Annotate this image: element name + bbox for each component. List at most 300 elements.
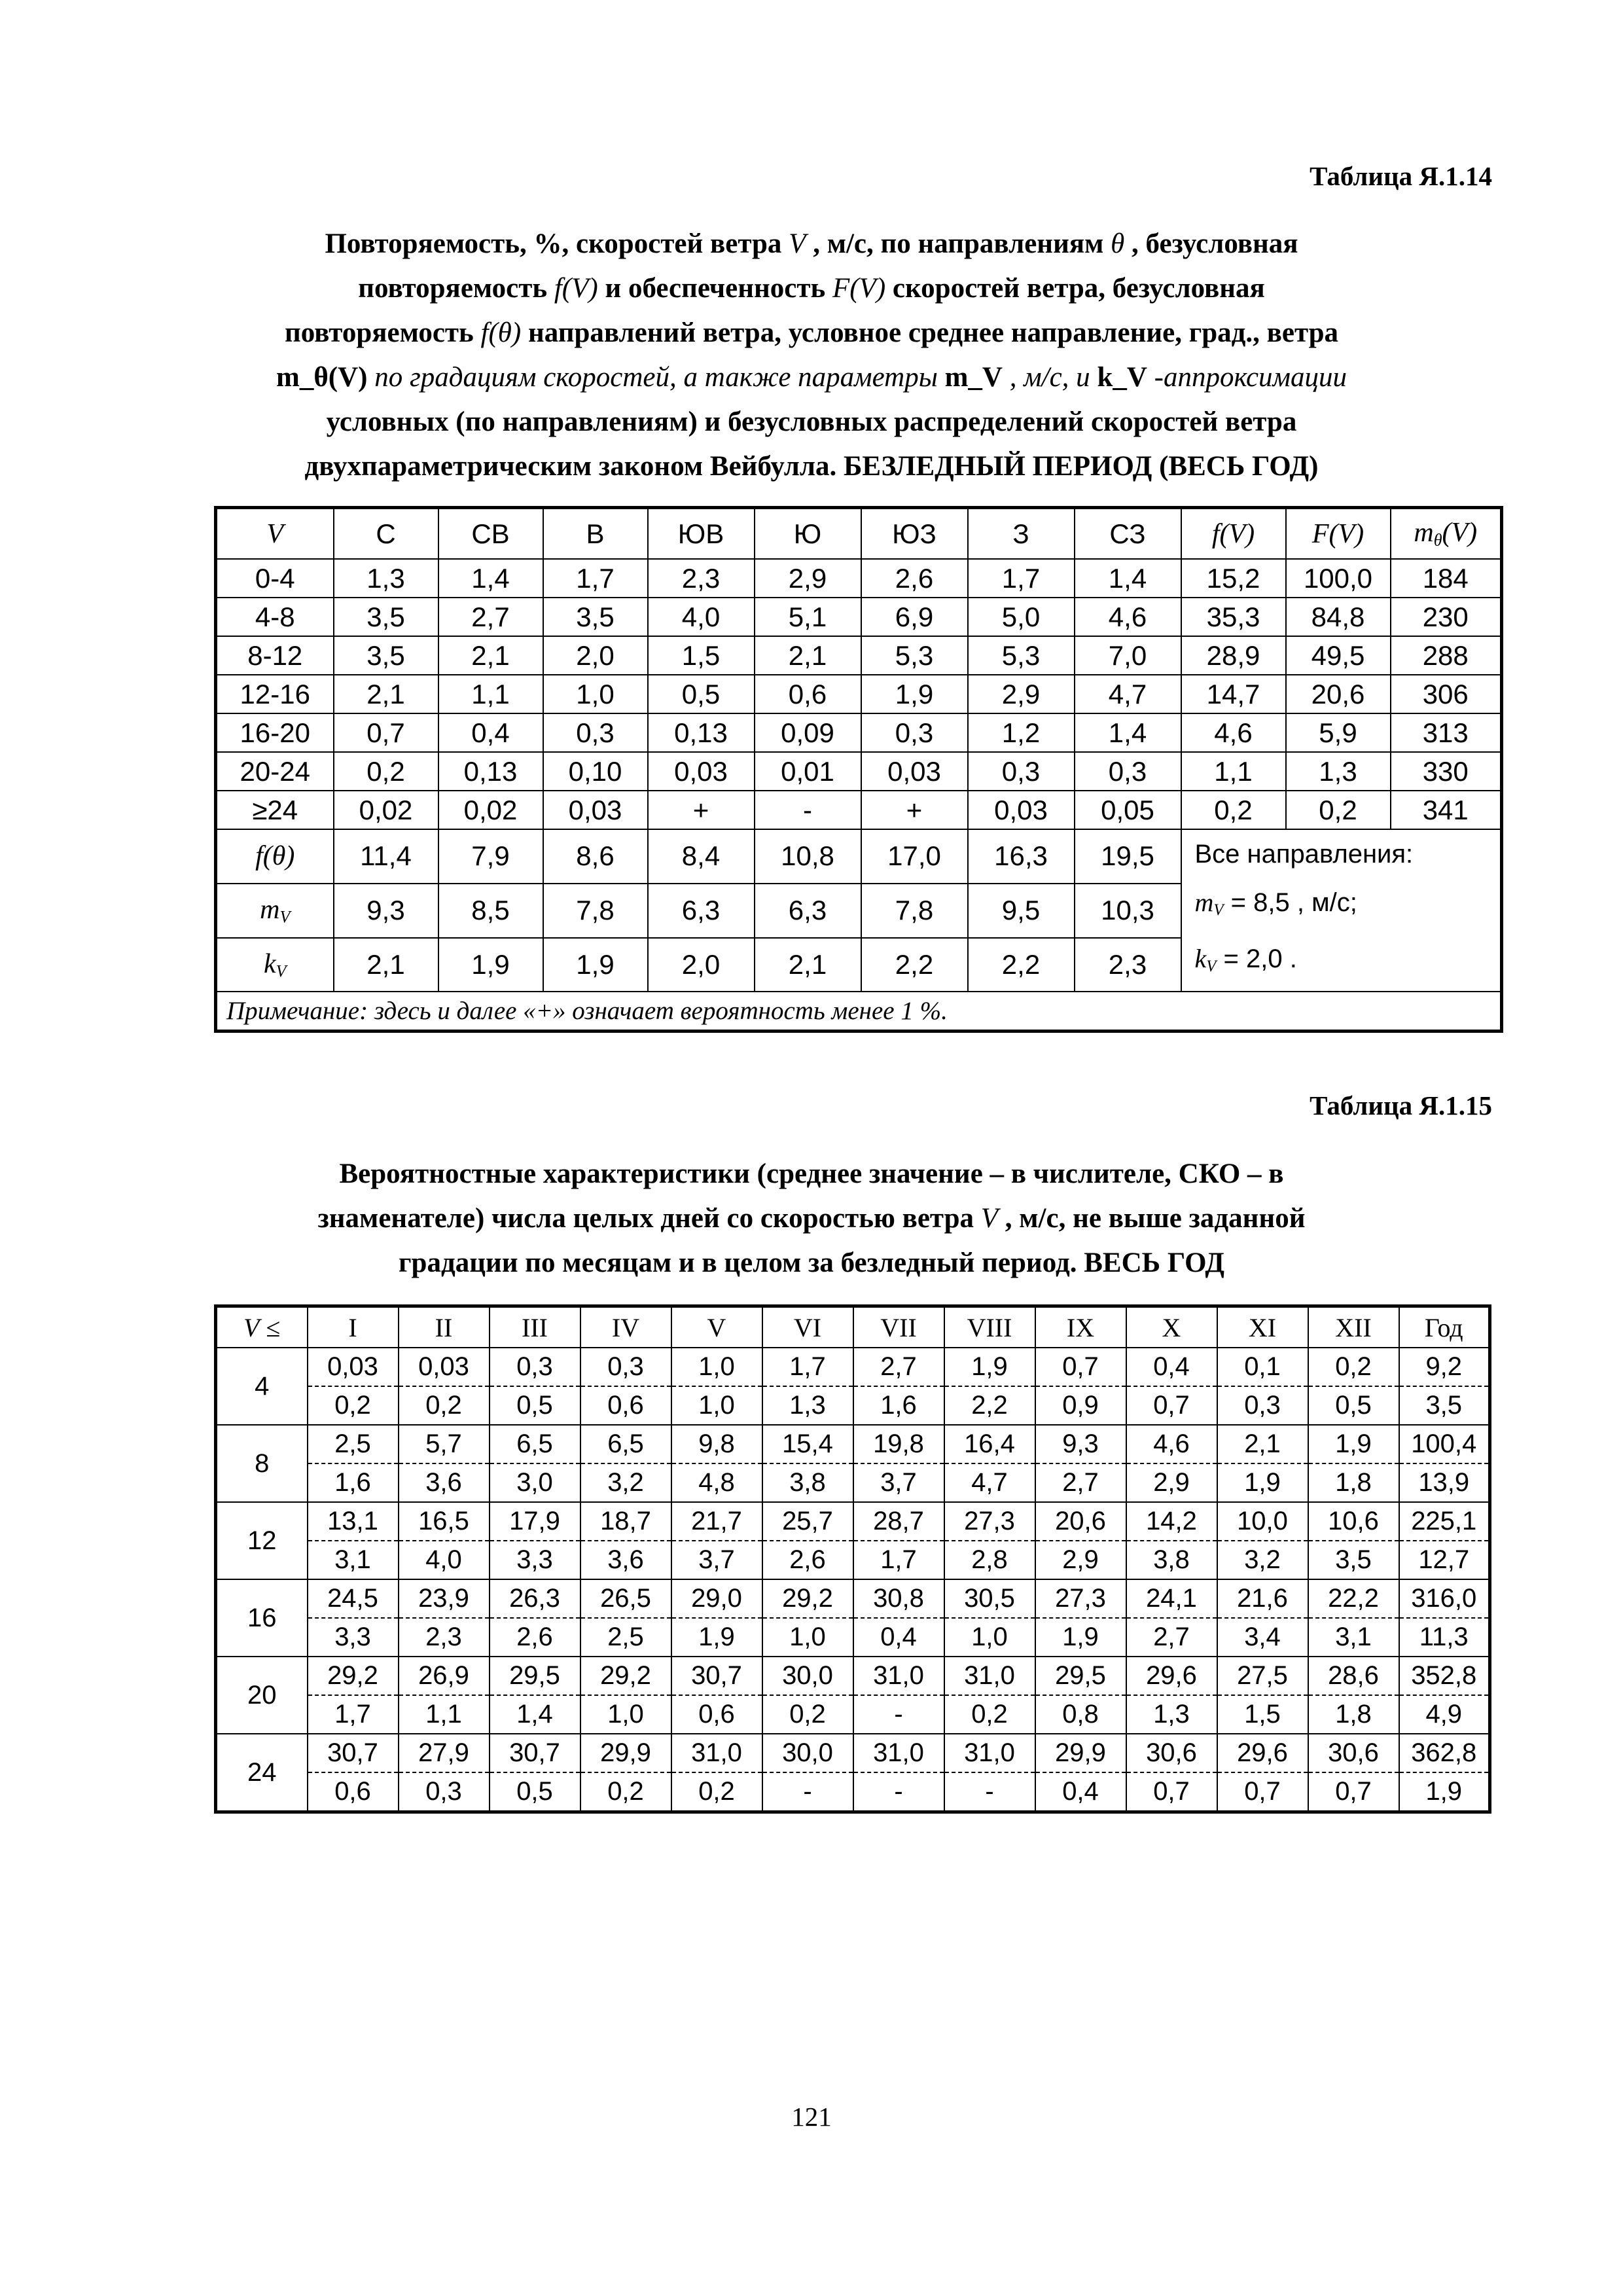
- row-header: 12-16: [216, 675, 334, 713]
- mean-cell: 352,8: [1399, 1657, 1490, 1695]
- table-cell: 0,3: [861, 713, 968, 752]
- sd-cell: 1,8: [1308, 1695, 1399, 1734]
- math-symbol: V: [789, 228, 806, 259]
- sd-row: [216, 1772, 1490, 1812]
- table-cell: 0,2: [334, 752, 438, 791]
- row-header: 16-20: [216, 713, 334, 752]
- table-cell: 8,4: [648, 829, 755, 884]
- sd-cell: 0,7: [1126, 1772, 1217, 1812]
- mean-cell: 21,7: [671, 1502, 762, 1541]
- all-directions-kv: $k_V = 2,0$ .: [1194, 944, 1297, 976]
- mean-cell: 26,9: [399, 1657, 490, 1695]
- mean-cell: 16,4: [944, 1425, 1035, 1463]
- row-header: $m_V$: [216, 884, 334, 938]
- title-text: знаменателе) числа целых дней со скоростью ветра: [317, 1203, 981, 1234]
- mean-cell: 29,2: [762, 1579, 853, 1618]
- table-cell: 10,3: [1075, 884, 1181, 938]
- column-header: ЮЗ: [861, 508, 968, 560]
- table2-label: Таблица Я.1.15: [1310, 1090, 1492, 1121]
- sd-cell: 3,7: [671, 1541, 762, 1579]
- table-cell: 11,4: [334, 829, 438, 884]
- table-cell: 1,9: [438, 938, 543, 992]
- mean-cell: 6,5: [580, 1425, 671, 1463]
- mean-cell: 29,9: [1035, 1734, 1126, 1772]
- mean-cell: 28,7: [853, 1502, 944, 1541]
- table-cell: 6,3: [648, 884, 755, 938]
- mean-cell: 30,7: [308, 1734, 399, 1772]
- mean-cell: 1,9: [1308, 1425, 1399, 1463]
- table-cell: 5,9: [1286, 713, 1391, 752]
- sd-cell: 3,2: [1217, 1541, 1308, 1579]
- column-header: СВ: [438, 508, 543, 560]
- column-header: I: [308, 1306, 399, 1348]
- column-header: XI: [1217, 1306, 1308, 1348]
- table-cell: 4,0: [648, 598, 755, 636]
- mean-cell: 29,5: [1035, 1657, 1126, 1695]
- table-cell: 0,13: [648, 713, 755, 752]
- mean-cell: 22,2: [1308, 1579, 1399, 1618]
- table1-title-line: [216, 400, 1407, 444]
- table-cell: -: [755, 791, 861, 829]
- table-cell: 0,02: [334, 791, 438, 829]
- table-cell: 0,03: [648, 752, 755, 791]
- row-header: 8: [216, 1425, 308, 1502]
- mean-cell: 2,7: [853, 1348, 944, 1386]
- sd-row: [216, 1463, 1490, 1502]
- sd-cell: 2,7: [1126, 1618, 1217, 1657]
- sd-cell: 1,1: [399, 1695, 490, 1734]
- sd-cell: 0,5: [490, 1772, 580, 1812]
- row-header: 4: [216, 1348, 308, 1425]
- table-cell: 2,3: [1075, 938, 1181, 992]
- math-symbol: θ: [1111, 228, 1125, 259]
- sd-cell: 1,8: [1308, 1463, 1399, 1502]
- table-cell: 2,9: [968, 675, 1075, 713]
- table-cell: +: [861, 791, 968, 829]
- sd-cell: 3,6: [399, 1463, 490, 1502]
- title-text: и обеспеченность: [597, 273, 832, 304]
- mean-cell: 30,0: [762, 1657, 853, 1695]
- column-header: F(V): [1286, 508, 1391, 560]
- calm-days-probability-table: [214, 1304, 1491, 1814]
- table1-title-line: [216, 311, 1407, 355]
- table-cell: 184: [1391, 559, 1502, 598]
- sd-cell: 2,6: [490, 1618, 580, 1657]
- sd-cell: 3,8: [762, 1463, 853, 1502]
- table-cell: 2,9: [755, 559, 861, 598]
- table-cell: 2,2: [968, 938, 1075, 992]
- column-header: III: [490, 1306, 580, 1348]
- mean-cell: 2,1: [1217, 1425, 1308, 1463]
- sd-cell: 0,2: [671, 1772, 762, 1812]
- table-cell: 2,1: [438, 636, 543, 675]
- mean-cell: 0,03: [399, 1348, 490, 1386]
- row-header: 20-24: [216, 752, 334, 791]
- table-row: [216, 752, 1502, 791]
- table-cell: 7,8: [861, 884, 968, 938]
- table2-title-line: [216, 1196, 1407, 1241]
- title-text: повторяемость: [284, 317, 481, 348]
- sd-cell: 3,0: [490, 1463, 580, 1502]
- sd-cell: 3,5: [1399, 1386, 1490, 1425]
- table2-title: [216, 1152, 1407, 1285]
- table-cell: 1,3: [1286, 752, 1391, 791]
- table-cell: 341: [1391, 791, 1502, 829]
- sd-cell: 12,7: [1399, 1541, 1490, 1579]
- mean-cell: 26,3: [490, 1579, 580, 1618]
- table-cell: 1,0: [543, 675, 648, 713]
- table2-title-line: [216, 1152, 1407, 1196]
- sd-cell: 3,5: [1308, 1541, 1399, 1579]
- row-header: 12: [216, 1502, 308, 1579]
- table1-label: Таблица Я.1.14: [1310, 161, 1492, 191]
- table-cell: 3,5: [543, 598, 648, 636]
- sd-cell: 2,9: [1035, 1541, 1126, 1579]
- table-cell: 20,6: [1286, 675, 1391, 713]
- table-cell: 330: [1391, 752, 1502, 791]
- table-cell: 84,8: [1286, 598, 1391, 636]
- mean-cell: 1,0: [671, 1348, 762, 1386]
- mean-cell: 23,9: [399, 1579, 490, 1618]
- table-cell: 0,10: [543, 752, 648, 791]
- table-row: [216, 598, 1502, 636]
- table-cell: 1,4: [1075, 713, 1181, 752]
- mean-cell: 30,7: [490, 1734, 580, 1772]
- title-text: направлений ветра, условное среднее направление, град., ветра: [521, 317, 1339, 348]
- column-header: V ≤: [216, 1306, 308, 1348]
- table1-title: [216, 222, 1407, 489]
- sd-row: [216, 1618, 1490, 1657]
- sd-cell: 0,2: [762, 1695, 853, 1734]
- table-cell: 7,0: [1075, 636, 1181, 675]
- mean-cell: 16,5: [399, 1502, 490, 1541]
- mean-cell: 0,2: [1308, 1348, 1399, 1386]
- table-cell: 1,2: [968, 713, 1075, 752]
- mean-cell: 30,8: [853, 1579, 944, 1618]
- table-cell: 3,5: [334, 636, 438, 675]
- table-cell: 49,5: [1286, 636, 1391, 675]
- mean-row: [216, 1579, 1490, 1618]
- sd-cell: 3,3: [490, 1541, 580, 1579]
- table-cell: 0,03: [543, 791, 648, 829]
- mean-cell: 17,9: [490, 1502, 580, 1541]
- sd-cell: 0,8: [1035, 1695, 1126, 1734]
- table1-title-line: [216, 222, 1407, 266]
- row-header: 16: [216, 1579, 308, 1657]
- mean-cell: 29,2: [580, 1657, 671, 1695]
- mean-cell: 31,0: [671, 1734, 762, 1772]
- column-header: С: [334, 508, 438, 560]
- sd-cell: 3,4: [1217, 1618, 1308, 1657]
- sd-cell: 1,7: [308, 1695, 399, 1734]
- mean-cell: 18,7: [580, 1502, 671, 1541]
- math-symbol: F(V): [832, 273, 886, 304]
- column-header: XII: [1308, 1306, 1399, 1348]
- sd-cell: -: [762, 1772, 853, 1812]
- sd-cell: -: [853, 1772, 944, 1812]
- column-header: V: [216, 508, 334, 560]
- table-cell: 14,7: [1181, 675, 1286, 713]
- table-cell: 1,9: [861, 675, 968, 713]
- sd-cell: 3,1: [308, 1541, 399, 1579]
- column-header: VII: [853, 1306, 944, 1348]
- mean-cell: 28,6: [1308, 1657, 1399, 1695]
- sd-cell: 1,4: [490, 1695, 580, 1734]
- sd-cell: 2,5: [580, 1618, 671, 1657]
- column-header: СЗ: [1075, 508, 1181, 560]
- mean-cell: 19,8: [853, 1425, 944, 1463]
- table-cell: 2,0: [648, 938, 755, 992]
- mean-cell: 27,5: [1217, 1657, 1308, 1695]
- table-cell: 10,8: [755, 829, 861, 884]
- sd-cell: 0,2: [399, 1386, 490, 1425]
- mean-cell: 30,0: [762, 1734, 853, 1772]
- row-header: ≥24: [216, 791, 334, 829]
- table-cell: 0,3: [1075, 752, 1181, 791]
- mean-cell: 29,9: [580, 1734, 671, 1772]
- sd-cell: 1,9: [1035, 1618, 1126, 1657]
- table-cell: 1,3: [334, 559, 438, 598]
- mean-cell: 27,3: [944, 1502, 1035, 1541]
- table-cell: 1,7: [543, 559, 648, 598]
- row-header: 24: [216, 1734, 308, 1812]
- sd-cell: -: [944, 1772, 1035, 1812]
- table-cell: 313: [1391, 713, 1502, 752]
- sd-cell: 4,8: [671, 1463, 762, 1502]
- sd-cell: 0,2: [944, 1695, 1035, 1734]
- sd-cell: 0,2: [580, 1772, 671, 1812]
- table-row: [216, 636, 1502, 675]
- f_theta-row: [216, 829, 1502, 884]
- column-header: ЮВ: [648, 508, 755, 560]
- column-header: З: [968, 508, 1075, 560]
- sd-cell: 0,7: [1126, 1386, 1217, 1425]
- table1-title-line: [216, 355, 1407, 400]
- mean-cell: 15,4: [762, 1425, 853, 1463]
- mean-cell: 10,0: [1217, 1502, 1308, 1541]
- mean-cell: 29,0: [671, 1579, 762, 1618]
- sd-row: [216, 1386, 1490, 1425]
- title-text: , безусловная: [1124, 228, 1298, 259]
- sd-cell: 0,6: [308, 1772, 399, 1812]
- sd-cell: 3,1: [1308, 1618, 1399, 1657]
- table-cell: 4,6: [1181, 713, 1286, 752]
- mean-cell: 30,6: [1126, 1734, 1217, 1772]
- table-cell: 7,8: [543, 884, 648, 938]
- table-cell: 1,9: [543, 938, 648, 992]
- sd-cell: 0,6: [671, 1695, 762, 1734]
- table-cell: 3,5: [334, 598, 438, 636]
- sd-cell: 0,5: [490, 1386, 580, 1425]
- table-cell: 0,6: [755, 675, 861, 713]
- mean-cell: 0,3: [580, 1348, 671, 1386]
- table-cell: 306: [1391, 675, 1502, 713]
- mean-cell: 1,7: [762, 1348, 853, 1386]
- table-cell: 2,1: [334, 938, 438, 992]
- table-row: [216, 791, 1502, 829]
- sd-cell: -: [853, 1695, 944, 1734]
- table2-title-line: [216, 1241, 1407, 1285]
- row-header: $k_V$: [216, 938, 334, 992]
- math-symbol: -аппроксимации: [1147, 362, 1347, 393]
- mean-cell: 25,7: [762, 1502, 853, 1541]
- mean-cell: 0,7: [1035, 1348, 1126, 1386]
- math-symbol: по градациям скоростей, а также параметры: [367, 362, 945, 393]
- title-text: , м/с, по направлениям: [806, 228, 1111, 259]
- mean-cell: 225,1: [1399, 1502, 1490, 1541]
- table-cell: 1,1: [1181, 752, 1286, 791]
- sd-cell: 3,6: [580, 1541, 671, 1579]
- table-cell: 2,1: [334, 675, 438, 713]
- mean-cell: 21,6: [1217, 1579, 1308, 1618]
- column-header: IX: [1035, 1306, 1126, 1348]
- table-cell: 2,1: [755, 938, 861, 992]
- table-cell: 5,0: [968, 598, 1075, 636]
- sd-cell: 1,6: [308, 1463, 399, 1502]
- sd-cell: 1,0: [671, 1386, 762, 1425]
- title-text: двухпараметрическим законом Вейбулла. БЕЗЛЕДНЫЙ ПЕРИОД (ВЕСЬ ГОД): [304, 451, 1319, 482]
- table-cell: 4,6: [1075, 598, 1181, 636]
- sd-cell: 0,2: [308, 1386, 399, 1425]
- mean-cell: 5,7: [399, 1425, 490, 1463]
- sd-cell: 1,0: [944, 1618, 1035, 1657]
- mean-cell: 0,4: [1126, 1348, 1217, 1386]
- sd-cell: 0,3: [399, 1772, 490, 1812]
- row-header: 4-8: [216, 598, 334, 636]
- table1-title-line: [216, 444, 1407, 489]
- sd-cell: 0,3: [1217, 1386, 1308, 1425]
- row-header: f(θ): [216, 829, 334, 884]
- sd-cell: 2,3: [399, 1618, 490, 1657]
- sd-cell: 3,2: [580, 1463, 671, 1502]
- sd-cell: 4,9: [1399, 1695, 1490, 1734]
- sd-cell: 0,6: [580, 1386, 671, 1425]
- table-cell: 8,5: [438, 884, 543, 938]
- table-cell: 8,6: [543, 829, 648, 884]
- table-cell: 2,7: [438, 598, 543, 636]
- table-cell: 35,3: [1181, 598, 1286, 636]
- sd-cell: 2,2: [944, 1386, 1035, 1425]
- mean-cell: 27,9: [399, 1734, 490, 1772]
- math-symbol: , м/с, и: [1002, 362, 1097, 393]
- table-cell: 28,9: [1181, 636, 1286, 675]
- table-cell: 0,2: [1286, 791, 1391, 829]
- header-row: [216, 508, 1502, 560]
- mean-cell: 1,9: [944, 1348, 1035, 1386]
- sd-cell: 3,8: [1126, 1541, 1217, 1579]
- mean-cell: 0,03: [308, 1348, 399, 1386]
- table-cell: 0,5: [648, 675, 755, 713]
- table-cell: 0,13: [438, 752, 543, 791]
- title-text: Повторяемость, %, скоростей ветра: [325, 228, 789, 259]
- mean-row: [216, 1734, 1490, 1772]
- sd-cell: 1,3: [762, 1386, 853, 1425]
- header-row: [216, 1306, 1490, 1348]
- all-directions-heading: Все направления:: [1194, 840, 1414, 869]
- sd-cell: 2,9: [1126, 1463, 1217, 1502]
- mean-cell: 31,0: [944, 1734, 1035, 1772]
- mean-row: [216, 1657, 1490, 1695]
- mean-row: [216, 1348, 1490, 1386]
- mean-cell: 2,5: [308, 1425, 399, 1463]
- table-cell: 0,4: [438, 713, 543, 752]
- mean-cell: 24,1: [1126, 1579, 1217, 1618]
- table-cell: 16,3: [968, 829, 1075, 884]
- row-header: 0-4: [216, 559, 334, 598]
- table-cell: 1,1: [438, 675, 543, 713]
- all-directions-mv: $m_V = 8,5$ , м/с;: [1194, 888, 1357, 920]
- mean-cell: 29,5: [490, 1657, 580, 1695]
- column-header: f(V): [1181, 508, 1286, 560]
- table-cell: 7,9: [438, 829, 543, 884]
- row-header: 20: [216, 1657, 308, 1734]
- table-cell: 0,03: [861, 752, 968, 791]
- table-cell: 17,0: [861, 829, 968, 884]
- sd-cell: 0,4: [853, 1618, 944, 1657]
- sd-cell: 2,7: [1035, 1463, 1126, 1502]
- table-cell: 0,7: [334, 713, 438, 752]
- table-cell: 0,2: [1181, 791, 1286, 829]
- table-cell: 4,7: [1075, 675, 1181, 713]
- mean-cell: 30,5: [944, 1579, 1035, 1618]
- mean-cell: 31,0: [853, 1734, 944, 1772]
- title-text: скоростей ветра, безусловная: [885, 273, 1265, 304]
- table-cell: 6,9: [861, 598, 968, 636]
- sd-row: [216, 1541, 1490, 1579]
- wind-speed-frequency-table: [214, 506, 1503, 1033]
- table-cell: 0,3: [968, 752, 1075, 791]
- title-text: , м/с, не выше заданной: [998, 1203, 1306, 1234]
- sd-cell: 1,3: [1126, 1695, 1217, 1734]
- mean-cell: 29,2: [308, 1657, 399, 1695]
- column-header: VIII: [944, 1306, 1035, 1348]
- title-text: m_V: [944, 362, 1003, 393]
- mean-cell: 0,1: [1217, 1348, 1308, 1386]
- mean-row: [216, 1425, 1490, 1463]
- sd-cell: 3,7: [853, 1463, 944, 1502]
- mean-cell: 13,1: [308, 1502, 399, 1541]
- title-text: условных (по направлениям) и безусловных распределений скоростей ветра: [326, 406, 1297, 437]
- mean-cell: 29,6: [1126, 1657, 1217, 1695]
- sd-cell: 11,3: [1399, 1618, 1490, 1657]
- mean-cell: 27,3: [1035, 1579, 1126, 1618]
- mean-cell: 30,7: [671, 1657, 762, 1695]
- table-cell: 100,0: [1286, 559, 1391, 598]
- mean-cell: 6,5: [490, 1425, 580, 1463]
- mean-cell: 31,0: [944, 1657, 1035, 1695]
- column-header: IV: [580, 1306, 671, 1348]
- title-text: Вероятностные характеристики (среднее значение – в числителе, СКО – в: [339, 1158, 1284, 1189]
- table-cell: 0,01: [755, 752, 861, 791]
- title-text: градации по месяцам и в целом за безледный период. ВЕСЬ ГОД: [399, 1247, 1224, 1278]
- sd-cell: 2,6: [762, 1541, 853, 1579]
- table-cell: 5,3: [968, 636, 1075, 675]
- sd-cell: 0,5: [1308, 1386, 1399, 1425]
- sd-cell: 3,3: [308, 1618, 399, 1657]
- mean-cell: 26,5: [580, 1579, 671, 1618]
- table-note: Примечание: здесь и далее «+» означает вероятность менее 1 %.: [216, 992, 1502, 1031]
- mean-cell: 362,8: [1399, 1734, 1490, 1772]
- table-cell: 9,3: [334, 884, 438, 938]
- sd-cell: 4,0: [399, 1541, 490, 1579]
- mean-cell: 24,5: [308, 1579, 399, 1618]
- title-text: k_V: [1097, 362, 1147, 393]
- table-cell: 0,03: [968, 791, 1075, 829]
- table-row: [216, 675, 1502, 713]
- sd-cell: 1,9: [1399, 1772, 1490, 1812]
- table-cell: 288: [1391, 636, 1502, 675]
- table-cell: 2,6: [861, 559, 968, 598]
